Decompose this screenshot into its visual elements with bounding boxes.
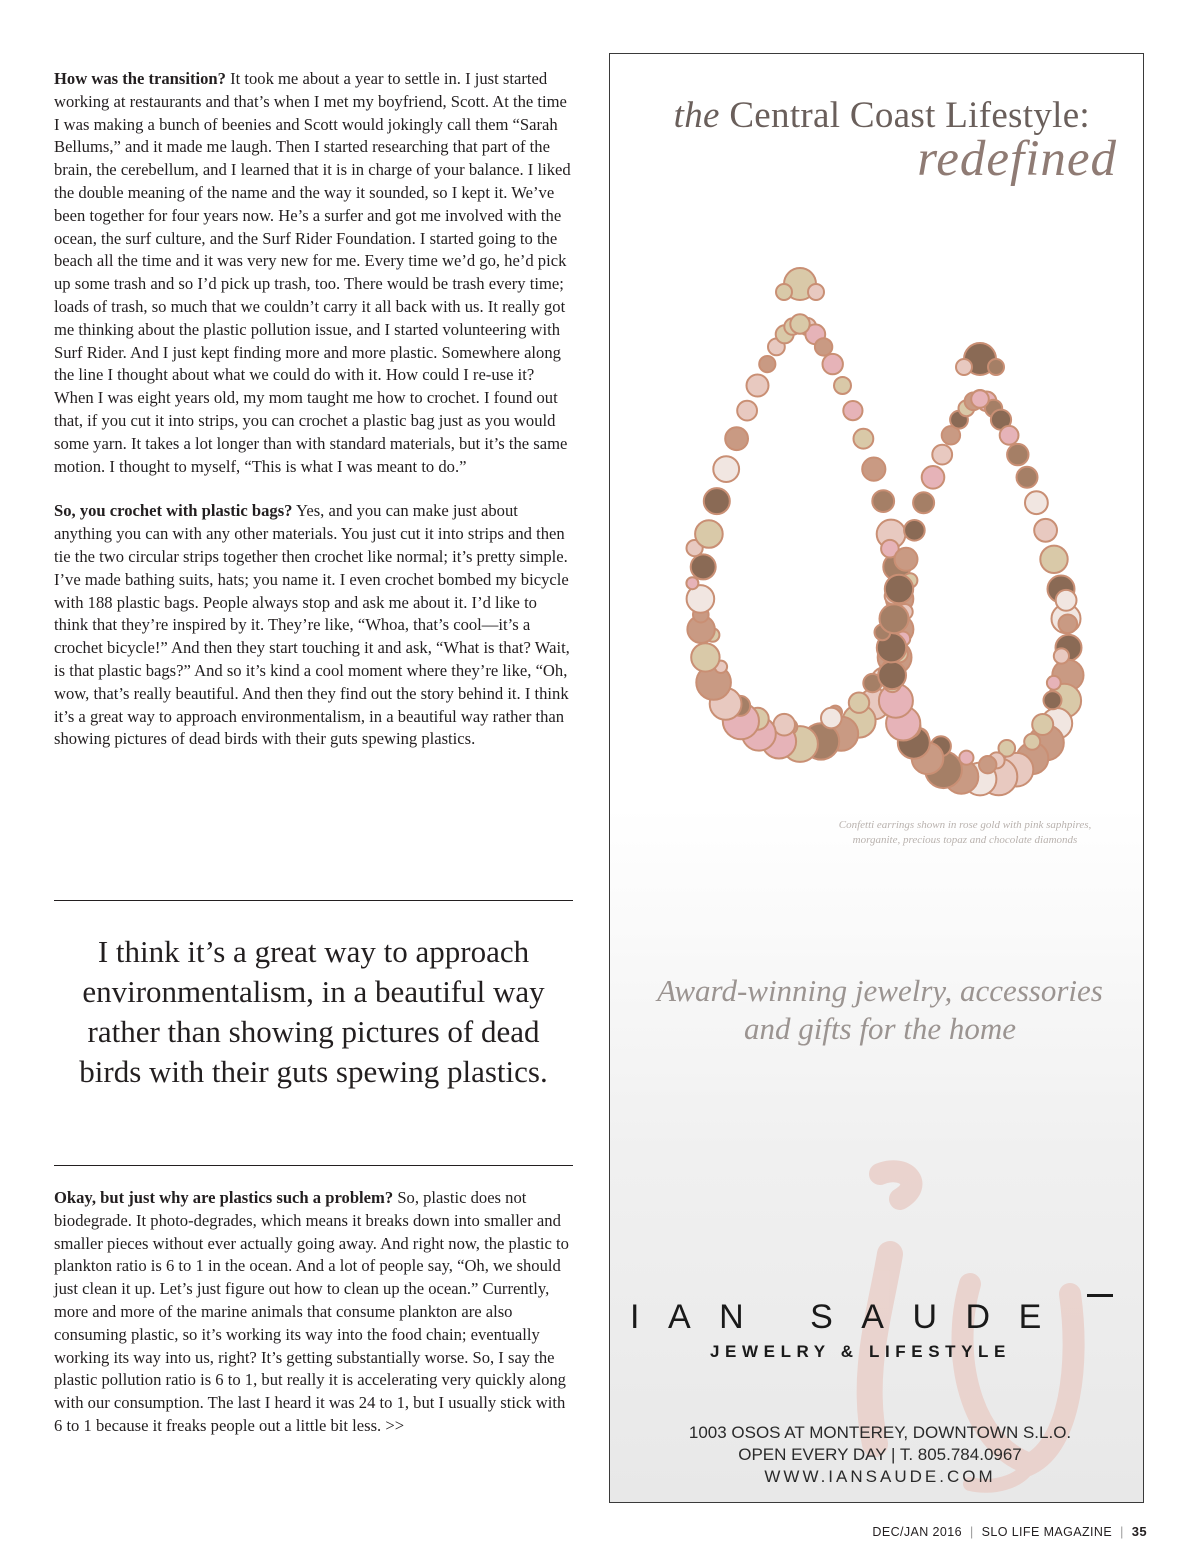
gem-icon [815,338,832,355]
footer-magazine: SLO LIFE MAGAZINE [981,1525,1113,1539]
gem-icon [691,643,719,671]
gem-icon [885,575,913,603]
gem-icon [1017,467,1038,488]
pull-quote-bottom-rule [54,1165,573,1166]
page-footer [872,1524,1147,1539]
store-hours-phone: OPEN EVERY DAY | T. 805.784.0967 [738,1445,1022,1464]
pull-quote: I think it’s a great way to approach environmentalism, in a beautiful way rather than showing pictures of dead birds with their guts spewing plastics. [79,934,548,1089]
gem-icon [843,401,862,420]
gem-icon [1059,615,1078,634]
gem-icon [1032,714,1053,735]
gem-icon [1007,444,1028,465]
gem-icon [737,401,757,421]
gem-icon [1056,590,1077,611]
gem-icon [971,390,989,408]
gem-icon [932,445,952,465]
ad-tagline-line-1: Award-winning jewelry, accessories [657,973,1103,1008]
gem-icon [988,359,1004,375]
article-column-bottom [54,1187,574,1438]
ad-headline-redefined: redefined [917,131,1117,187]
gem-icon [956,359,972,375]
brand-macron [1087,1294,1113,1297]
gem-icon [904,520,925,541]
ad-caption-line-2: morganite, precious topaz and chocolate diamonds [852,834,1078,846]
gem-icon [1034,519,1057,542]
gem-icon [849,693,869,713]
gem-icon [862,458,885,481]
gem-icon [1047,676,1061,690]
qa-transition [54,68,574,478]
gem-icon [686,577,698,589]
brand-subtitle: JEWELRY & LIFESTYLE [710,1342,1011,1361]
gem-icon [922,466,945,489]
gem-icon [713,456,739,482]
page-number: 35 [1131,1524,1147,1539]
question-crochet: So, you crochet with plastic bags? [54,501,293,521]
gem-icon [872,490,894,512]
pull-quote-top-rule [54,900,573,901]
continued-marker: >> [385,1415,405,1435]
gem-icon [1025,491,1048,514]
ad-tagline-line-2: and gifts for the home [743,1011,1017,1046]
jewelry-advertisement[interactable] [609,53,1144,1503]
gem-icon [834,377,851,394]
gem-icon [823,354,843,374]
qa-crochet [54,500,574,751]
gem-icon [880,604,909,633]
question-plastics-problem: Okay, but just why are plastics such a problem? [54,1188,394,1207]
gem-icon [725,427,748,450]
gem-icon [776,284,792,300]
gem-icon [759,356,775,372]
gem-icon [1040,546,1067,573]
gem-icon [1044,691,1062,709]
gem-icon [691,554,716,579]
gem-icon [1024,734,1040,750]
gem-icon [695,520,723,548]
gem-icon [808,284,824,300]
store-info [620,1422,1140,1488]
gem-icon [913,492,934,513]
footer-separator-2: | [1120,1525,1124,1539]
answer-crochet: Yes, and you can make just about anything you can with any other materials. You just cut it into strips and then tie the two circular strips together then crochet like normal; it’s pretty simple. I’ve made bathing suits, hats; you name it. I even crochet bombed my bicycle with 188 plastic bags. People always stop and ask me about it. I’d like to think that they’re inspired by it. They’re like, “Whoa, that’s cool—it’s a crochet bicycle!” And then they start touching it and ask, “What is that? Wait, is that plastic bags?” And so it’s kind a cool moment where they’re like, “Oh, wow, that’s really beautiful. And then they find out the story behind it. I think it’s a great way to approach environmentalism, in a beautiful way rather than showing pictures of dead birds with their guts spewing plastics. [54,501,570,749]
question-transition: How was the transition? [54,69,226,88]
store-website-link[interactable]: WWW.IANSAUDE.COM [764,1467,996,1486]
footer-issue: DEC/JAN 2016 [872,1525,962,1539]
footer-separator: | [969,1525,974,1539]
gem-icon [979,756,996,773]
earrings-image [650,264,1120,824]
answer-plastics-problem: So, plastic does not biodegrade. It photo-degrades, which means it breaks down into smaller and smaller pieces without ever actually going away. And right now, the plastic to plankton ratio is 6 to 1 in the ocean. And a lot of people say, “Oh, we should just clean it up. Let’s just figure out how to clean up the ocean.” Currently, more and more of the marine animals that consume plankton are also consuming plastic, so it’s working its way into the food chain; eventually working its way into us, right? It’s getting substantially worse. So, I say the plastic pollution ratio is 6 to 1, but really it is accelerating very quickly along with our consumption. The last I heard it was 24 to 1, but I usually stick with 6 to 1 because it freaks people out a little bit less. [54,1188,569,1435]
gem-icon [747,375,769,397]
store-address: 1003 OSOS AT MONTEREY, DOWNTOWN S.L.O. [688,1423,1072,1442]
answer-transition: It took me about a year to settle in. I just started working at restaurants and that’s when I met my boyfriend, Scott. At the time I was making a bunch of beenies and Scott would jokingly call them “Sarah Bellums,” and it made me laugh. Then I started researching that part of the brain, the cerebellum, and I learned that it is in charge of your balance. I liked the double meaning of the name and the way it sounded, so I kept it. We’ve been together for four years now. He’s a surfer and got me involved with the ocean, the surf culture, and the Surf Rider Foundation. I started going to the beach all the time and it was very new for me. Every time we’d go, he’d pick up some trash and so I’d pick up trash, too. There would be trash every time; loads of trash, so much that we couldn’t carry it all back with us. It really got me thinking about the plastic pollution issue, and I started volunteering with Surf Rider. And I just kept finding more and more plastic. Somewhere along the line I thought about what we could do with it. How could I re-use it? When I was eight years old, my mom taught me how to crochet. I found out that, if you cut it into strips, you can crochet a plastic bag just as you would some yarn. It takes a lot longer than with standard materials, but it’s the same motion. I thought to myself, “This is what I was meant to do.” [54,69,571,476]
gem-icon [1000,426,1019,445]
ad-caption-line-1: Confetti earrings shown in rose gold with pink saphpires, [838,819,1092,831]
brand-name: IAN SAUDE [630,1298,1070,1336]
gem-icon [790,314,809,333]
article-column [54,68,574,751]
gem-icon [854,429,874,449]
gem-icon [821,708,842,729]
gem-icon [704,488,730,514]
ad-headline-the: the [673,95,720,136]
gem-icon [1054,648,1069,663]
gem-icon [895,548,918,571]
ad-tagline [620,972,1140,1048]
ad-headline-main: Central Coast Lifestyle: [729,95,1090,136]
gem-icon [878,661,906,689]
qa-plastics-problem [54,1187,574,1438]
ad-caption [800,818,1130,848]
